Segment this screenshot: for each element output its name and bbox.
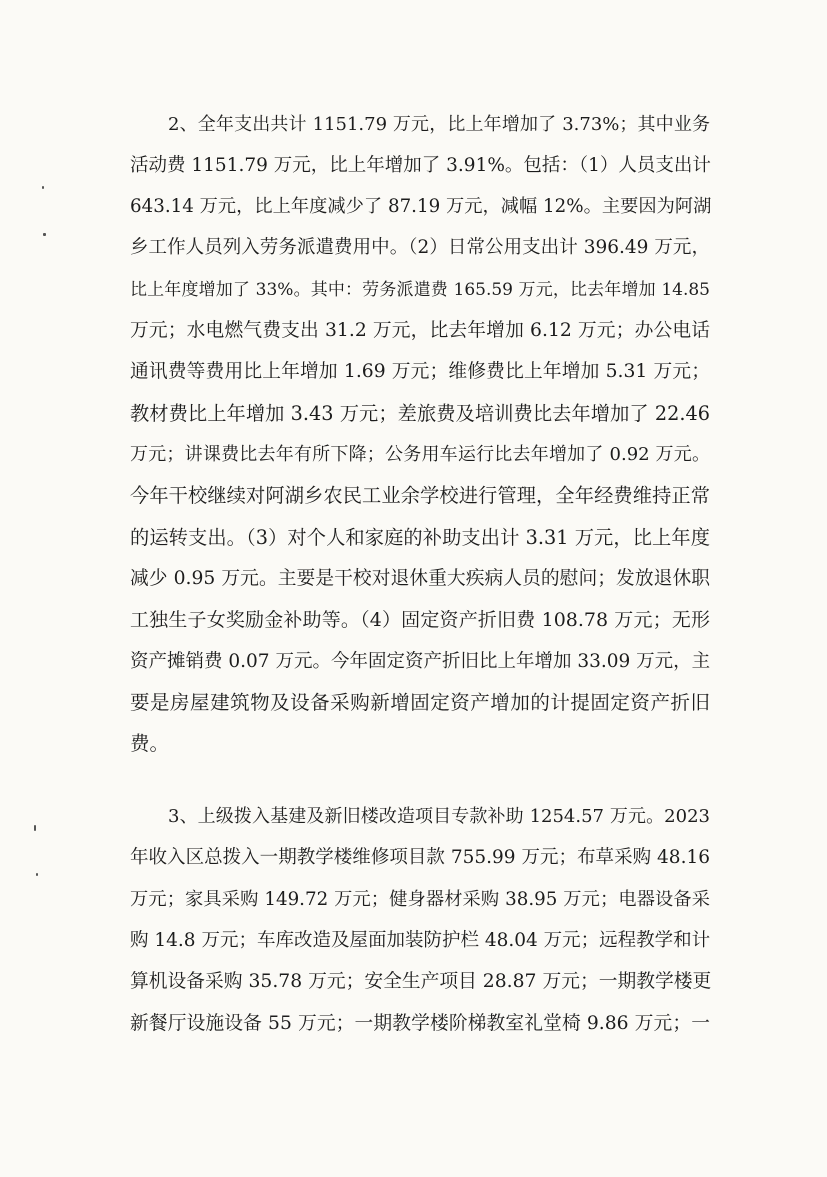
text-line: 费。 xyxy=(130,732,170,755)
text-line: 乡工作人员列入劳务派遣费用中。（2）日常公用支出计 396.49 万元， xyxy=(130,237,710,258)
text-line: 年收入区总拨入一期教学楼维修项目款 755.99 万元；布草采购 48.16 xyxy=(130,847,710,868)
text-line: 万元；家具采购 149.72 万元；健身器材采购 38.95 万元；电器设备采 xyxy=(130,889,710,910)
text-line: 购 14.8 万元；车库改造及屋面加装防护栏 48.04 万元；远程教学和计 xyxy=(130,930,711,951)
scan-speck xyxy=(34,825,36,831)
text-line: 要是房屋建筑物及设备采购新增固定资产增加的计提固定资产折旧 xyxy=(130,691,710,714)
text-line: 万元；讲课费比去年有所下降；公务用车运行比去年增加了 0.92 万元。 xyxy=(130,444,710,465)
text-line: 减少 0.95 万元。主要是干校对退休重大疾病人员的慰问；发放退休职 xyxy=(130,568,710,589)
scan-speck xyxy=(43,233,46,236)
text-line: 教材费比上年增加 3.43 万元；差旅费及培训费比去年增加了 22.46 xyxy=(130,402,710,425)
text-line: 工独生子女奖励金补助等。（4）固定资产折旧费 108.78 万元；无形 xyxy=(130,609,710,631)
text-line: 的运转支出。（3）对个人和家庭的补助支出计 3.31 万元，比上年度 xyxy=(130,526,710,549)
scan-speck xyxy=(36,873,38,876)
text-line: 今年干校继续对阿湖乡农民工业余学校进行管理，全年经费维持正常 xyxy=(130,484,710,507)
text-line: 比上年度增加了 33%。其中：劳务派遣费 165.59 万元，比去年增加 14.85 xyxy=(130,280,710,300)
scan-speck xyxy=(42,186,44,189)
text-line: 活动费 1151.79 万元，比上年增加了 3.91%。包括：（1）人员支出计 xyxy=(130,155,711,176)
text-line: 3、上级拨入基建及新旧楼改造项目专款补助 1254.57 万元。2023 xyxy=(168,806,710,827)
text-line: 2、全年支出共计 1151.79 万元，比上年增加了 3.73%；其中业务 xyxy=(168,114,710,135)
text-line: 算机设备采购 35.78 万元；安全生产项目 28.87 万元；一期教学楼更 xyxy=(130,971,712,992)
text-line: 新餐厅设施设备 55 万元；一期教学楼阶梯教室礼堂椅 9.86 万元；一 xyxy=(130,1013,710,1034)
text-line: 通讯费等费用比上年增加 1.69 万元；维修费比上年增加 5.31 万元； xyxy=(130,361,710,382)
text-line: 万元；水电燃气费支出 31.2 万元，比去年增加 6.12 万元；办公电话 xyxy=(130,320,710,341)
text-line: 643.14 万元，比上年度减少了 87.19 万元，减幅 12%。主要因为阿湖 xyxy=(130,196,712,217)
text-line: 资产摊销费 0.07 万元。今年固定资产折旧比上年增加 33.09 万元，主 xyxy=(130,651,711,672)
